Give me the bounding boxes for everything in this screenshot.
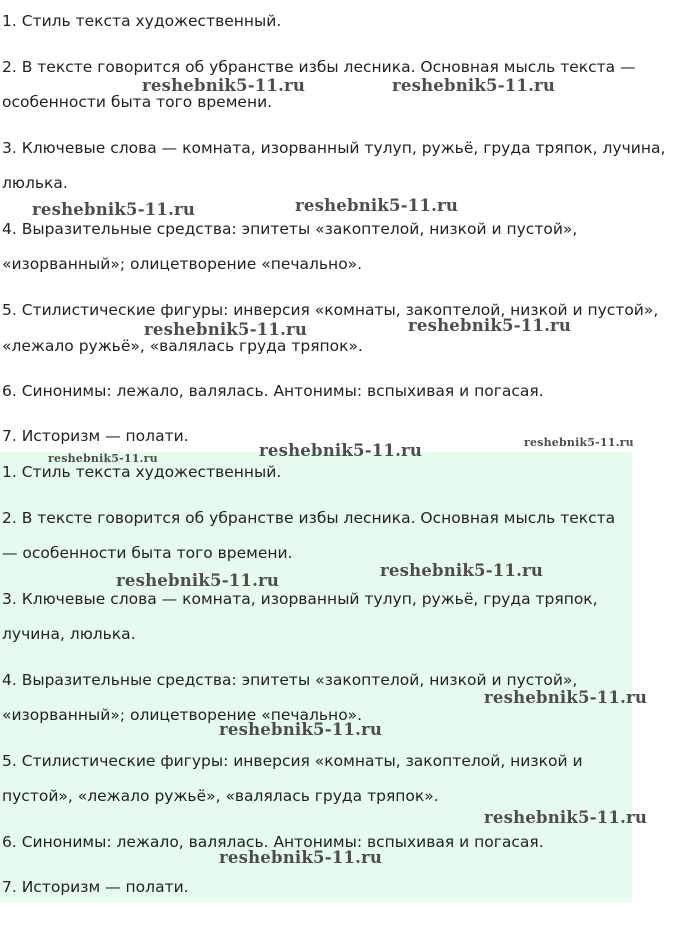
watermark: reshebnik5-11.ru: [48, 452, 158, 465]
answer-line: 6. Синонимы: лежало, валялась. Антонимы: вспыхивая и погасая.: [2, 833, 544, 851]
answer-line: 6. Синонимы: лежало, валялась. Антонимы: вспыхивая и погасая.: [2, 382, 544, 400]
answer-line: люлька.: [2, 174, 68, 192]
answer-line: 5. Стилистические фигуры: инверсия «комнаты, закоптелой, низкой и пустой»,: [2, 301, 659, 319]
answer-line: 2. В тексте говорится об убранстве избы лесника. Основная мысль текста —: [2, 58, 636, 76]
watermark: reshebnik5-11.ru: [380, 561, 544, 580]
watermark: reshebnik5-11.ru: [484, 808, 648, 827]
answer-line: — особенности быта того времени.: [2, 544, 293, 562]
watermark: reshebnik5-11.ru: [295, 196, 459, 215]
answer-line: 7. Историзм — полати.: [2, 878, 189, 896]
answer-line: 1. Стиль текста художественный.: [2, 12, 282, 30]
watermark: reshebnik5-11.ru: [32, 200, 196, 219]
answer-line: пустой», «лежало ружьё», «валялась груда тряпок».: [2, 787, 439, 805]
answer-line: 5. Стилистические фигуры: инверсия «комнаты, закоптелой, низкой и: [2, 752, 583, 770]
answer-line: лучина, люлька.: [2, 625, 136, 643]
watermark: reshebnik5-11.ru: [219, 848, 383, 867]
answer-line: особенности быта того времени.: [2, 93, 273, 111]
answer-line: 7. Историзм — полати.: [2, 427, 189, 445]
watermark: reshebnik5-11.ru: [219, 720, 383, 739]
answer-line: 4. Выразительные средства: эпитеты «закоптелой, низкой и пустой»,: [2, 671, 578, 689]
answer-line: 1. Стиль текста художественный.: [2, 463, 282, 481]
watermark: reshebnik5-11.ru: [142, 76, 306, 95]
answer-line: «изорванный»; олицетворение «печально».: [2, 255, 363, 273]
watermark: reshebnik5-11.ru: [392, 76, 556, 95]
watermark: reshebnik5-11.ru: [144, 320, 308, 339]
answer-block-highlighted: [0, 452, 632, 902]
answer-line: 2. В тексте говорится об убранстве избы лесника. Основная мысль текста: [2, 509, 616, 527]
watermark: reshebnik5-11.ru: [484, 688, 648, 707]
watermark: reshebnik5-11.ru: [408, 316, 572, 335]
answer-line: «изорванный»; олицетворение «печально».: [2, 706, 363, 724]
watermark: reshebnik5-11.ru: [524, 436, 634, 449]
answer-line: 3. Ключевые слова — комната, изорванный тулуп, ружьё, груда тряпок,: [2, 590, 598, 608]
answer-line: 4. Выразительные средства: эпитеты «закоптелой, низкой и пустой»,: [2, 220, 578, 238]
watermark: reshebnik5-11.ru: [116, 571, 280, 590]
answer-line: «лежало ружьё», «валялась груда тряпок».: [2, 337, 363, 355]
answer-line: 3. Ключевые слова — комната, изорванный тулуп, ружьё, груда тряпок, лучина,: [2, 139, 666, 157]
watermark: reshebnik5-11.ru: [259, 441, 423, 460]
